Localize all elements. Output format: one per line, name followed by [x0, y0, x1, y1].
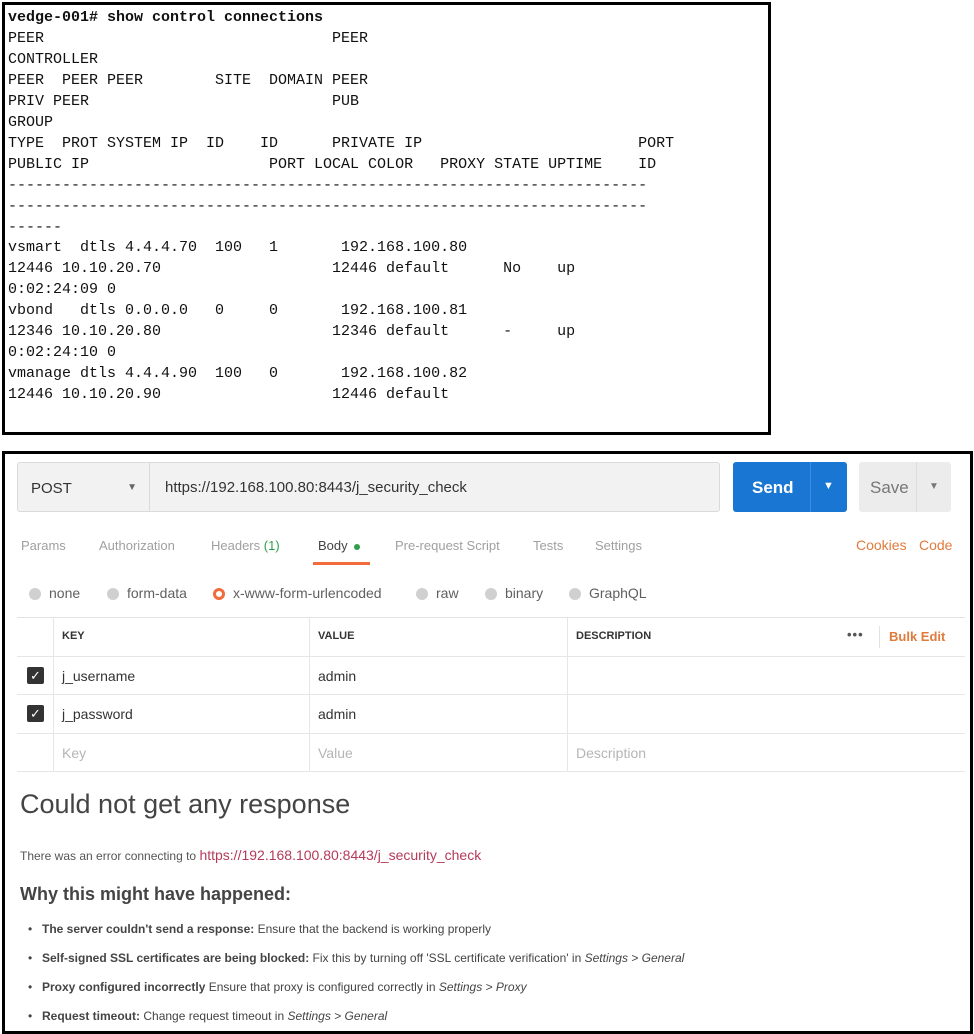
table-row	[17, 657, 965, 696]
tab-params[interactable]: Params	[21, 538, 66, 553]
terminal-output: PEER PEER CONTROLLER PEER PEER PEER SITE DOMAIN PEER PRIV PEER PUB GROUP TYPE PROT SYSTEM IP ID ID PRIVATE IP PORT PUBLIC IP PORT LOCAL COLOR PROXY STATE UPTIME ID ----------------------------------------------------------------------- ----------------------------------------------------------------------- ------ vsmart dtls 4.4.4.70 100 1 192.168.100.80 12446 10.10.20.70 12446 default No up 0:02:24:09 0 vbond dtls 0.0.0.0 0 0 192.168.100.81 12346 10.10.20.80 12346 default - up 0:02:24:10 0 vmanage dtls 4.4.4.90 100 0 192.168.100.82 12446 10.10.20.90 12446 default	[8, 29, 675, 404]
table-row	[17, 695, 965, 734]
body-type-radio-group	[5, 585, 970, 609]
tab-tests[interactable]: Tests	[533, 538, 564, 553]
radio-graphql-label: GraphQL	[589, 585, 647, 601]
why-heading: Why this might have happened:	[20, 884, 292, 904]
save-label: Save	[870, 478, 909, 497]
key-placeholder: Key	[62, 744, 87, 761]
reason-bold: Request timeout:	[42, 1009, 141, 1023]
radio-circle-icon	[485, 588, 497, 600]
key-cell[interactable]	[53, 657, 309, 695]
request-tabs	[5, 532, 970, 562]
save-options-chevron-icon[interactable]: ▼	[929, 481, 939, 492]
radio-binary-label: binary	[505, 585, 544, 601]
radio-circle-icon	[416, 588, 428, 600]
row-checkbox-checked[interactable]: ✓	[27, 705, 44, 722]
tab-headers-label: Headers	[211, 538, 261, 553]
row-checkbox-checked[interactable]: ✓	[27, 667, 44, 684]
more-options-icon[interactable]: •••	[847, 627, 864, 642]
radio-form-data[interactable]	[107, 585, 187, 601]
chevron-down-icon: ▼	[127, 482, 137, 493]
send-button[interactable]	[733, 462, 847, 512]
save-divider	[916, 462, 917, 512]
description-header-label: DESCRIPTION	[576, 630, 652, 642]
reason-settings-path: Settings > General	[287, 1009, 388, 1023]
list-item	[20, 922, 684, 951]
key-text: j_username	[62, 667, 136, 684]
radio-binary[interactable]	[485, 585, 543, 601]
code-link[interactable]: Code	[919, 537, 953, 553]
value-cell[interactable]	[309, 657, 567, 695]
error-url-link[interactable]: https://192.168.100.80:8443/j_security_check	[199, 847, 482, 863]
cli-terminal-panel	[2, 2, 771, 435]
error-message	[20, 847, 481, 863]
description-placeholder: Description	[576, 744, 647, 761]
tab-authorization[interactable]: Authorization	[99, 538, 175, 553]
list-item	[20, 951, 684, 980]
table-header-row	[17, 618, 965, 657]
reason-bold: The server couldn't send a response:	[42, 922, 255, 936]
tab-headers[interactable]	[211, 538, 280, 553]
key-header-label: KEY	[62, 630, 85, 642]
send-options-chevron-icon[interactable]: ▼	[823, 480, 834, 492]
radio-form-data-label: form-data	[127, 585, 187, 601]
tab-settings[interactable]: Settings	[595, 538, 642, 553]
radio-none-label: none	[49, 585, 81, 601]
bulk-edit-link[interactable]: Bulk Edit	[889, 629, 946, 644]
radio-graphql[interactable]	[569, 585, 647, 601]
active-tab-underline	[313, 562, 370, 565]
radio-circle-icon	[569, 588, 581, 600]
tab-body[interactable]	[318, 538, 360, 553]
send-label: Send	[752, 478, 794, 497]
reason-settings-path: Settings > Proxy	[438, 980, 527, 994]
terminal-command: vedge-001# show control connections	[8, 9, 324, 26]
method-label: POST	[31, 480, 72, 497]
url-input[interactable]	[150, 462, 720, 512]
value-text: admin	[318, 706, 357, 722]
send-divider	[810, 462, 811, 512]
error-prefix: There was an error connecting to	[20, 849, 197, 863]
params-table	[17, 617, 965, 772]
tab-body-label: Body	[318, 538, 348, 553]
new-key-input[interactable]	[53, 734, 309, 772]
url-value: https://192.168.100.80:8443/j_security_check	[165, 479, 467, 496]
cookies-link[interactable]: Cookies	[856, 537, 907, 553]
postman-panel	[2, 451, 973, 1034]
radio-none[interactable]	[29, 585, 80, 601]
tab-prerequest-script[interactable]: Pre-request Script	[395, 538, 500, 553]
reasons-list	[20, 922, 684, 1034]
reason-settings-path: Settings > General	[584, 951, 685, 965]
new-entry-row	[17, 734, 965, 773]
value-cell[interactable]	[309, 695, 567, 733]
value-text: admin	[318, 667, 357, 684]
response-title: Could not get any response	[20, 789, 351, 819]
list-item	[20, 980, 684, 1009]
new-value-input[interactable]	[309, 734, 567, 772]
terminal-text	[5, 5, 768, 406]
method-select[interactable]	[17, 462, 150, 512]
reason-text: Ensure that the backend is working properly	[257, 922, 492, 936]
radio-urlencoded-label: x-www-form-urlencoded	[233, 585, 382, 601]
radio-circle-icon	[29, 588, 41, 600]
description-cell[interactable]	[567, 695, 965, 733]
key-text: j_password	[62, 706, 133, 722]
reason-bold: Self-signed SSL certificates are being blocked:	[42, 951, 310, 965]
value-header-label: VALUE	[318, 630, 355, 642]
headers-count-badge: (1)	[263, 538, 280, 553]
key-cell[interactable]	[53, 695, 309, 733]
description-cell[interactable]	[567, 657, 965, 695]
key-column-header	[53, 618, 309, 656]
reason-text: Fix this by turning off 'SSL certificate verification' in	[312, 951, 582, 965]
bulk-edit-divider	[879, 626, 880, 648]
reason-text: Ensure that proxy is configured correctly in	[208, 980, 436, 994]
list-item	[20, 1009, 684, 1034]
reason-bold: Proxy configured incorrectly	[42, 980, 206, 994]
radio-raw[interactable]	[416, 585, 459, 601]
radio-circle-icon	[107, 588, 119, 600]
body-indicator-dot	[354, 544, 360, 550]
radio-x-www-form-urlencoded[interactable]	[213, 585, 382, 601]
reason-text: Change request timeout in	[143, 1009, 285, 1023]
new-description-input[interactable]	[567, 734, 965, 772]
value-column-header	[309, 618, 567, 656]
response-panel	[20, 789, 960, 1023]
request-bar	[17, 462, 960, 514]
radio-raw-label: raw	[436, 585, 459, 601]
save-button[interactable]	[859, 462, 951, 512]
value-placeholder: Value	[318, 744, 353, 761]
radio-selected-icon	[213, 588, 225, 600]
